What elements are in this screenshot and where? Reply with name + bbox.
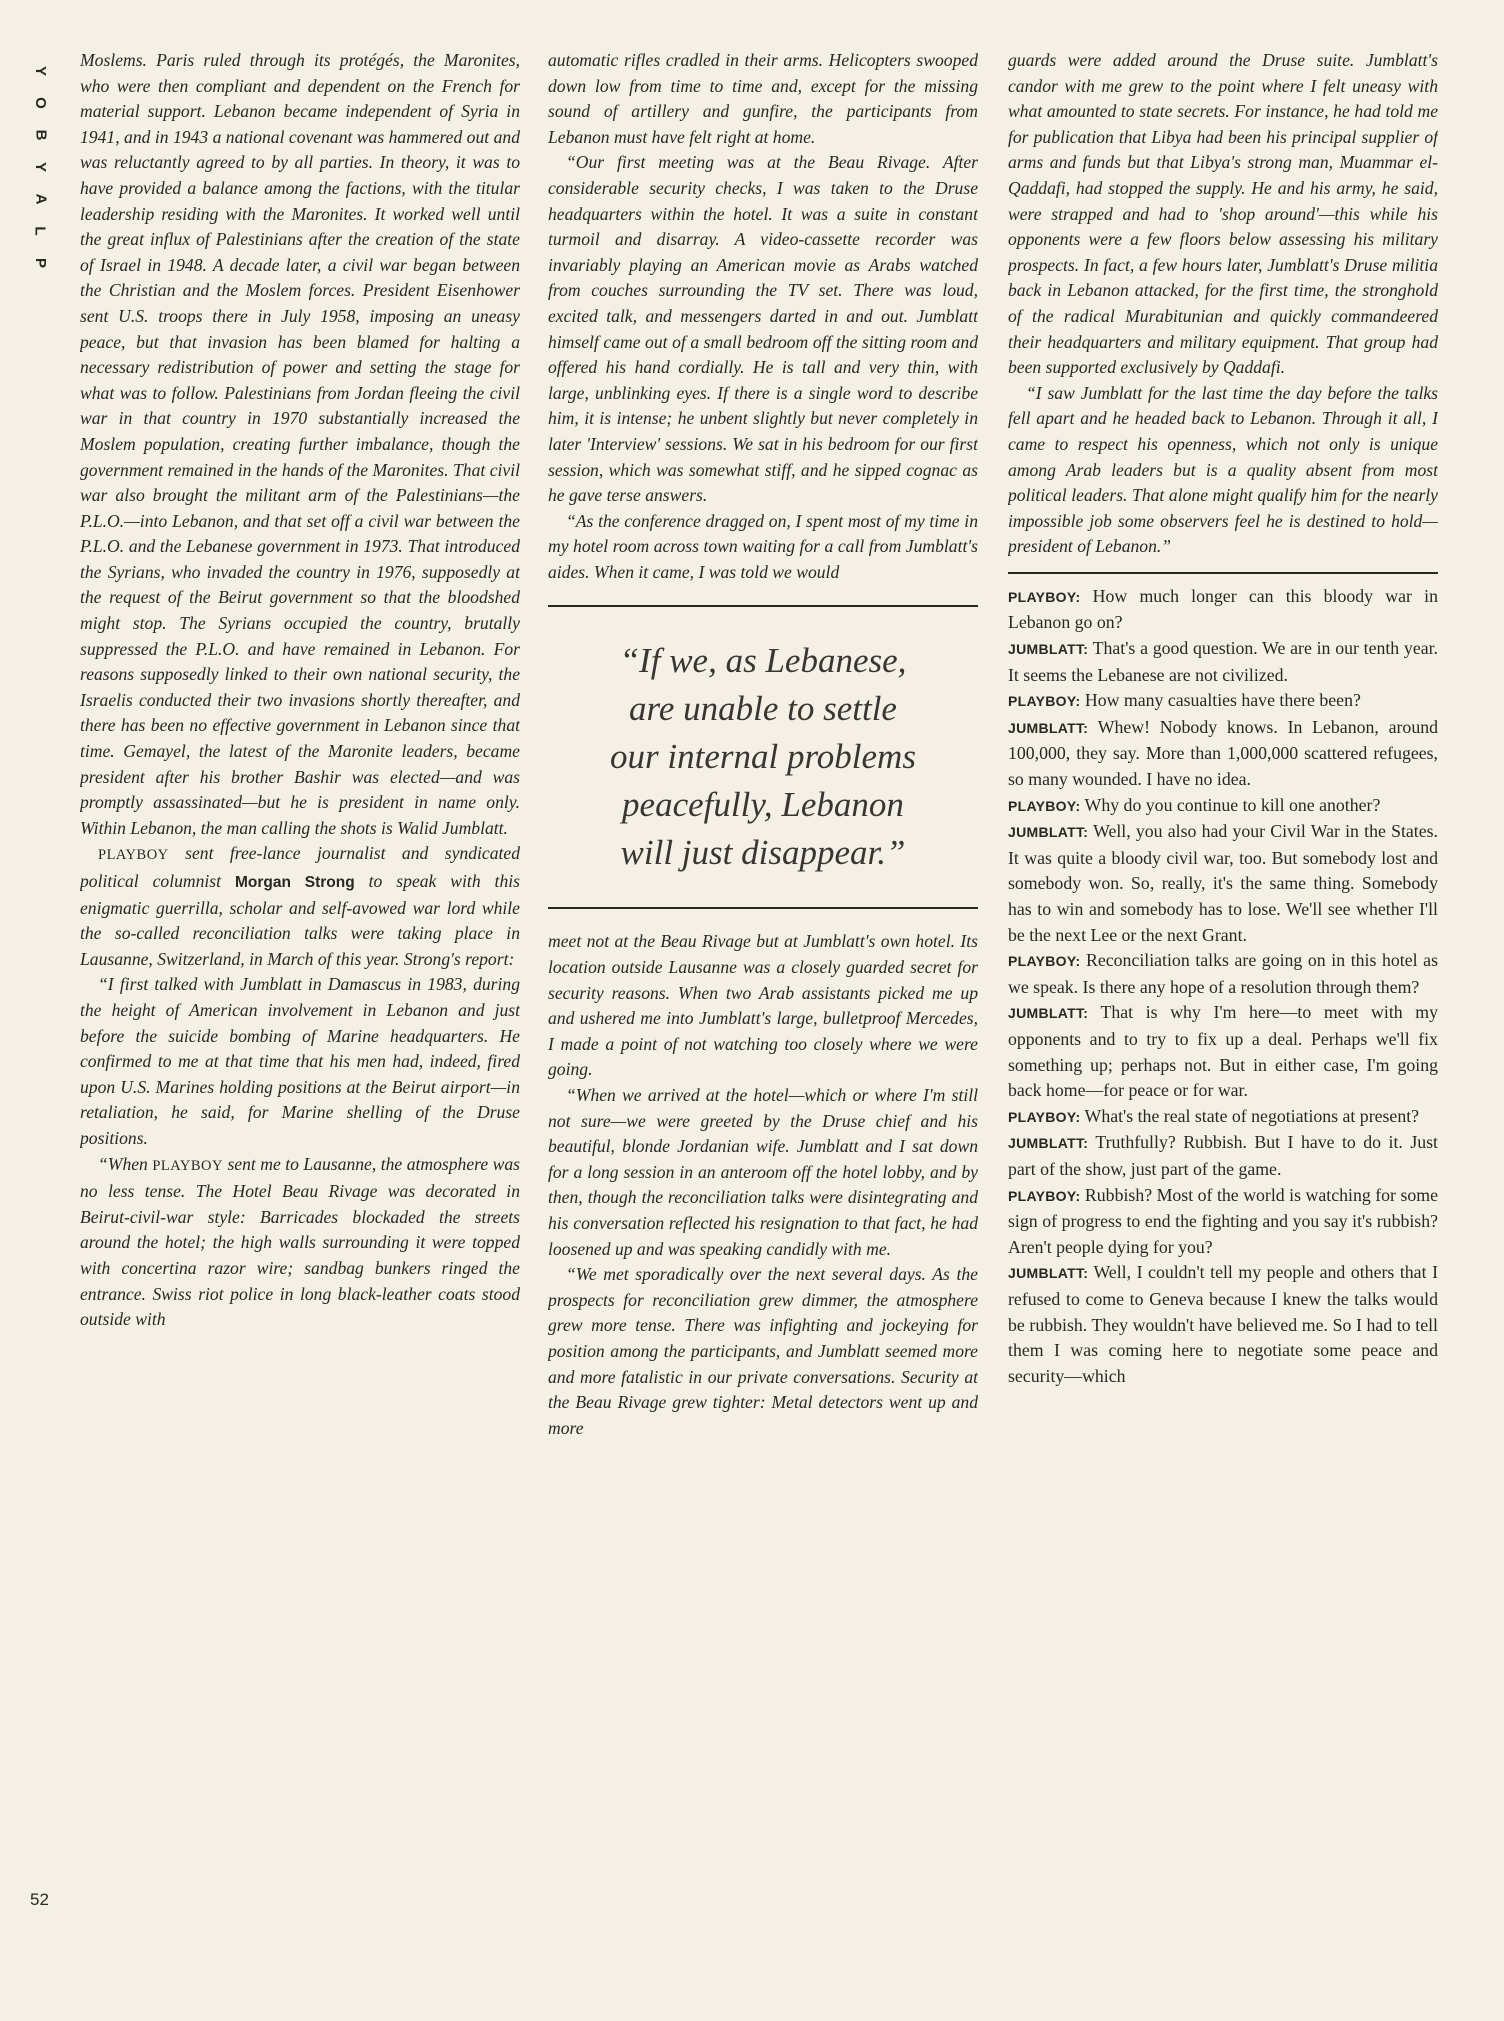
masthead-letter: B — [32, 129, 49, 141]
qa-text: How much longer can this bloody war in Lebanon go on? — [1008, 585, 1438, 633]
qa-text: Whew! Nobody knows. In Lebanon, around 100,000, they say. More than 1,000,000 scattered refugees, so many wounded. I have no idea. — [1008, 716, 1438, 790]
qa-entry — [1008, 715, 1438, 793]
text-run: “When — [98, 1153, 153, 1174]
speaker-label: PLAYBOY: — [1008, 797, 1081, 814]
masthead-spine — [28, 55, 52, 279]
paragraph: “We met sporadically over the next several days. As the prospects for reconciliation grew dimmer, the atmosphere grew more tense. There was infighting and jockeying for position among the participants, and Jumblatt seemed more and more fatalistic in our private conversations. Security at the Beau Rivage grew tighter: Metal detectors went up and more — [548, 1264, 978, 1438]
speaker-label: JUMBLATT: — [1008, 641, 1089, 658]
qa-entry — [1008, 1183, 1438, 1261]
qa-entry — [1008, 819, 1438, 948]
masthead-letter: O — [31, 97, 49, 109]
pull-quote-line: our internal problems — [610, 737, 916, 777]
qa-text: Well, you also had your Civil War in the States. It was quite a bloody civil war, too. But somebody lost and somebody won. So, really, it's the same thing. Somebody has to win and somebody has to lose. We'll see whether I'll be the next Lee or the next Grant. — [1008, 821, 1438, 945]
column-1 — [80, 48, 520, 1998]
speaker-label: JUMBLATT: — [1008, 719, 1089, 736]
text-run: to speak with this enigmatic guerrilla, scholar and self-avowed war lord while the so-called reconciliation talks were taking place in Lausanne, Switzerland, in March of this year. Strong's report: — [80, 871, 520, 969]
speaker-label: PLAYBOY: — [1008, 953, 1081, 970]
pull-quote-line: will just disappear.” — [620, 833, 906, 873]
qa-text: What's the real state of negotiations at present? — [1080, 1105, 1420, 1126]
qa-text: Reconciliation talks are going on in this hotel as we speak. Is there any hope of a resolution through them? — [1008, 950, 1438, 997]
author-name: Morgan Strong — [234, 874, 355, 891]
qa-entry — [1008, 1104, 1438, 1131]
speaker-label: PLAYBOY: — [1008, 1187, 1081, 1204]
paragraph: “I first talked with Jumblatt in Damascus in 1983, during the height of American involvement in Lebanon and just before the suicide bombing of Marine headquarters. He confirmed to me at that time that his men had, indeed, fired upon U.S. Marines holding positions at the Beirut airport—in retaliation, he said, for Marine shelling of the Druse positions. — [80, 974, 520, 1148]
section-divider — [1008, 572, 1438, 574]
paragraph: meet not at the Beau Rivage but at Jumblatt's own hotel. Its location outside Lausanne was a closely guarded secret for security reasons. When two Arab assistants picked me up and ushered me into Jumblatt's large, bulletproof Mercedes, I made a point of not watching too closely where we were going. — [548, 931, 978, 1080]
qa-entry — [1008, 948, 1438, 1000]
speaker-label: PLAYBOY: — [1008, 693, 1081, 710]
paragraph: “I saw Jumblatt for the last time the day before the talks fell apart and he headed back to Lebanon. Through it all, I came to respect his openness, which not only is unique among Arab leaders but is a quality absent from most political leaders. That alone might qualify him for the nearly impossible job some observers feel he is destined to hold—president of Lebanon.” — [1008, 382, 1438, 557]
pull-quote-line: peacefully, Lebanon — [622, 785, 904, 825]
qa-entry — [1008, 793, 1438, 820]
paragraph: “When we arrived at the hotel—which or where I'm still not sure—we were greeted by the Druse chief and his beautiful, blonde Jordanian wife. Jumblatt and I sat down for a long session in an anteroom off the hotel lobby, and by then, though the reconciliation talks were disintegrating and his conversation reflected his resignation to that fact, he had loosened up and was speaking candidly with me. — [548, 1085, 978, 1259]
qa-text: Well, I couldn't tell my people and others that I refused to come to Geneva because I knew the talks would be rubbish. They wouldn't have believed me. So I had to tell them I was coming here to negotiate some peace and security—which — [1008, 1262, 1438, 1386]
paragraph: “As the conference dragged on, I spent most of my time in my hotel room across town waiting for a call from Jumblatt's aides. When it came, I was told we would — [548, 510, 978, 582]
pull-quote-line: are unable to settle — [629, 689, 897, 729]
qa-entry — [1008, 1000, 1438, 1103]
qa-text: That's a good question. We are in our tenth year. It seems the Lebanese are not civilized. — [1008, 638, 1438, 685]
paragraph: guards were added around the Druse suite. Jumblatt's candor with me grew to the point where I felt uneasy with what amounted to state secrets. For instance, he had told me for publication that Libya had been his principal supplier of arms and funds but that Libya's strong man, Muammar el-Qaddafi, had stopped the supply. He and his army, he said, were strapped and had to 'shop around'—this while his opponents were a few floors below assessing his military prospects. In fact, a few hours later, Jumblatt's Druse militia back in Lebanon attacked, for the first time, the stronghold of the radical Murabitunian and quickly commandeered their headquarters and military equipment. That group had been supported exclusively by Qaddafi. — [1008, 50, 1438, 378]
masthead-letter: Y — [31, 65, 49, 77]
qa-entry — [1008, 1260, 1438, 1389]
qa-text: Rubbish? Most of the world is watching for some sign of progress to end the fighting and you say it's rubbish? Aren't people dying for you? — [1008, 1184, 1438, 1257]
speaker-label: PLAYBOY: — [1008, 588, 1081, 605]
column-3 — [1008, 48, 1438, 1998]
text-run: sent free-lance journalist and syndicated political columnist — [80, 843, 520, 891]
masthead-letter: P — [31, 257, 49, 269]
masthead-letter: A — [32, 193, 49, 205]
speaker-label: JUMBLATT: — [1008, 1265, 1089, 1282]
interview-qa — [1008, 584, 1438, 1389]
column-2 — [548, 48, 978, 1998]
pull-quote-line: “If we, as Lebanese, — [619, 641, 907, 681]
qa-entry — [1008, 1130, 1438, 1182]
paragraph: Moslems. Paris ruled through its protégés, the Maronites, who were then compliant and dependent on the French for material support. Lebanon became independent of Syria in 1941, and in 1943 a national covenant was hammered out and was reluctantly agreed to by all parties. In theory, it was to have provided a balance among the factions, with the titular leadership residing with the Maronites. It worked well until the great influx of Palestinians after the creation of the state of Israel in 1948. A decade later, a civil war began between the Christian and the Moslem forces. President Eisenhower sent U.S. troops there in July 1958, imposing an uneasy peace, but that invasion has been blamed for halting a necessary redistribution of power and setting the stage for what was to follow. Palestinians from Jordan fleeing the civil war in that country in 1970 substantially increased the Moslem population, creating further imbalance, though the government remained in the hands of the Maronites. That civil war also brought the militant arm of the Palestinians—the P.L.O.—into Lebanon, and that set off a civil war between the P.L.O. and the Lebanese government in 1973. That introduced the Syrians, who invaded the country in 1976, supposedly at the request of the Beirut government so that the bloodshed might stop. The Syrians occupied the country, brutally suppressed the P.L.O. and have remained in Lebanon. For reasons supposedly linked to their own national security, the Israelis conducted their two invasions shortly thereafter, and there has been no effective government in Lebanon since that time. Gemayel, the latest of the Maronite leaders, became president after his brother Bashir was elected—and was promptly assassinated—but he is president in name only. Within Lebanon, the man calling the shots is Walid Jumblatt. — [80, 50, 520, 838]
masthead-letter: Y — [31, 161, 49, 173]
speaker-label: JUMBLATT: — [1008, 824, 1089, 841]
qa-text: Truthfully? Rubbish. But I have to do it. Just part of the show, just part of the game. — [1008, 1132, 1438, 1179]
masthead-letter: L — [31, 226, 49, 236]
qa-entry — [1008, 688, 1438, 715]
qa-entry — [1008, 636, 1438, 688]
speaker-label: JUMBLATT: — [1008, 1135, 1089, 1152]
paragraph — [80, 841, 520, 972]
speaker-label: JUMBLATT: — [1008, 1005, 1089, 1022]
pull-quote — [548, 605, 978, 909]
magazine-name: PLAYBOY — [152, 1157, 223, 1174]
paragraph: automatic rifles cradled in their arms. Helicopters swooped down low from time to time and, except for the missing sound of artillery and gunfire, the participants from Lebanon must have felt right at home. — [548, 50, 978, 147]
qa-text: Why do you continue to kill one another? — [1080, 794, 1381, 815]
page-number: 52 — [30, 1890, 49, 1909]
magazine-name: PLAYBOY — [98, 847, 169, 864]
paragraph — [80, 1152, 520, 1333]
text-run: sent me to Lausanne, the atmosphere was no less tense. The Hotel Beau Rivage was decorated in Beirut-civil-war style: Barricades blockaded the streets around the hotel; the high walls surrounding it were topped with concertina razor wire; sandbag bunkers ringed the entrance. Swiss riot police in long black-leather coats stood outside with — [80, 1153, 520, 1330]
qa-entry — [1008, 584, 1438, 636]
paragraph: “Our first meeting was at the Beau Rivage. After considerable security checks, I was taken to the Druse headquarters within the hotel. It was a suite in constant turmoil and disarray. A video-cassette recorder was invariably playing an American movie as Arabs watched from couches surrounding the TV set. There was loud, excited talk, and messengers darted in and out. Jumblatt himself came out of a small bedroom off the sitting room and offered his hand cordially. He is tall and very thin, with large, unblinking eyes. If there is a single word to describe him, it is intense; he unbent slightly but never completely in later 'Interview' sessions. We sat in his bedroom for our first session, which was somewhat stiff, and he sipped cognac as he gave terse answers. — [548, 152, 978, 506]
qa-text: That is why I'm here—to meet with my opponents and to try to fix up a deal. Perhaps we'll fix something up; perhaps not. But in either case, I'm going back home—for peace or for war. — [1008, 1002, 1438, 1101]
qa-text: How many casualties have there been? — [1080, 690, 1361, 711]
speaker-label: PLAYBOY: — [1008, 1108, 1081, 1125]
